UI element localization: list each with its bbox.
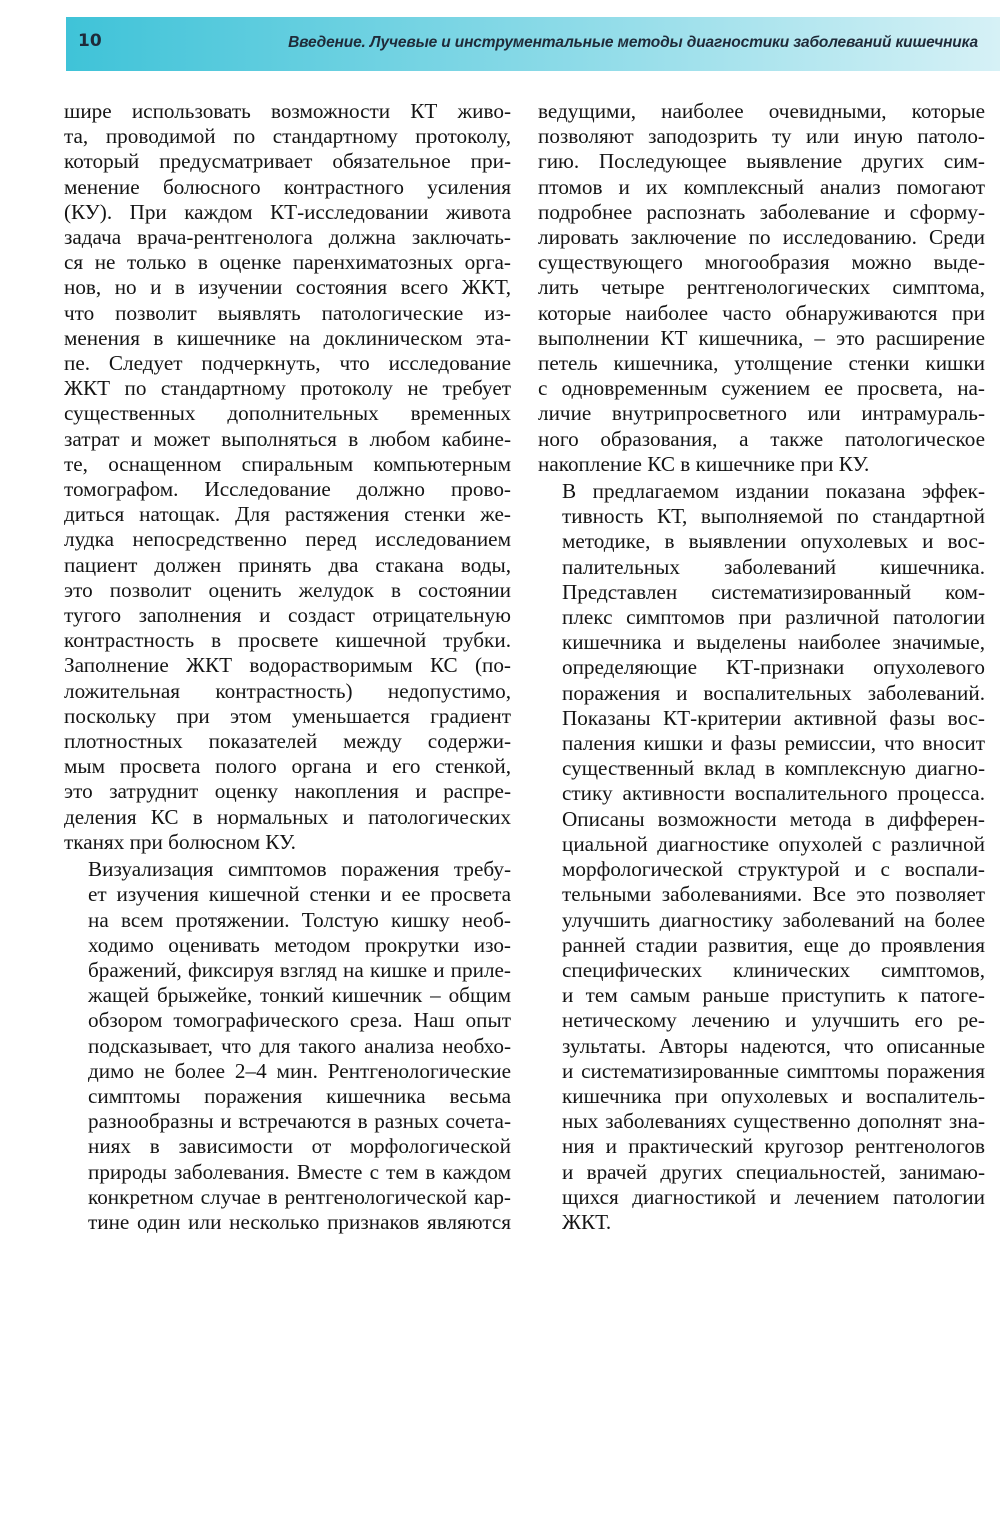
text-line: тивность КТ, выполняемой по стандартной (562, 504, 985, 529)
text-line: кишечника при опухолевых и воспалитель- (562, 1083, 985, 1108)
paragraph-symptoms (538, 99, 985, 477)
text-line: поскольку при этом уменьшается градиент (64, 703, 511, 728)
text-line: мым просвета полого органа и его стенкой, (64, 754, 511, 779)
text-line: лить четыре рентгенологических симптома, (538, 275, 985, 300)
text-line: подсказывает, что для такого анализа необхо- (88, 1033, 511, 1058)
text-line: тканях при болюсном КУ. (64, 829, 296, 854)
text-line: симптомы поражения кишечника весьма (88, 1083, 511, 1108)
text-line: нетическому лечению и улучшить его ре- (562, 1008, 985, 1033)
text-line: щихся диагностикой и лечением патологии (562, 1184, 985, 1209)
text-line: плотностных показателей между содержи- (64, 729, 511, 754)
text-line: пациент должен принять два стакана воды, (64, 552, 511, 577)
text-line: та, проводимой по стандартному протоколу, (64, 124, 511, 149)
text-line: что позволит выявлять патологические из- (64, 300, 511, 325)
text-line: на всем протяжении. Толстую кишку необ- (88, 907, 511, 932)
text-line: задача врача-рентгенолога должна заключать- (64, 225, 511, 250)
text-line: (КУ). При каждом КТ-исследовании живота (64, 199, 511, 224)
paragraph-visualization (64, 857, 511, 1235)
text-line: затрат и может выполняться в любом кабине- (64, 426, 511, 451)
text-line: тугого заполнения и создаст отрицательную (64, 603, 511, 628)
text-line: ся не только в оценке паренхиматозных орга- (64, 250, 511, 275)
text-line: деления КС в нормальных и патологических (64, 804, 511, 829)
text-line: менение болюсного контрастного усиления (64, 174, 511, 199)
text-line: ния и практический кругозор рентгенологов (562, 1134, 985, 1159)
text-line: которые наиболее часто обнаруживаются при (538, 300, 985, 325)
text-line: Представлен систематизированный ком- (562, 579, 985, 604)
text-line: накопление КС в кишечнике при КУ. (538, 451, 870, 476)
text-line: обзором томографического среза. Наш опыт (88, 1008, 511, 1033)
text-line: паления кишки и фазы ремиссии, что вносит (562, 731, 985, 756)
text-line: существенных дополнительных временных (64, 401, 511, 426)
text-line: и врачей других специальностей, занимаю- (562, 1159, 985, 1184)
text-line: улучшить диагностику заболеваний на более (562, 907, 985, 932)
paragraph-edition-summary (538, 479, 985, 1235)
text-line: ЖКТ. (562, 1209, 612, 1234)
text-line: поражения и воспалительных заболеваний. (562, 680, 985, 705)
text-line: выполнении КТ кишечника, – это расширение (538, 325, 985, 350)
text-line: контрастность в просвете кишечной трубки. (64, 628, 511, 653)
text-line: который предусматривает обязательное при- (64, 149, 511, 174)
text-line: пе. Следует подчеркнуть, что исследование (64, 351, 511, 376)
text-line: и систематизированные симптомы поражения (562, 1058, 985, 1083)
text-line: тельными заболеваниями. Все это позволяет (562, 882, 985, 907)
text-line: бражений, фиксируя взгляд на кишке и приле- (88, 957, 511, 982)
text-line: палительных заболеваний кишечника. (562, 554, 985, 579)
text-line: методике, в выявлении опухолевых и вос- (562, 529, 985, 554)
text-line: Визуализация симптомов поражения требу- (88, 857, 511, 882)
right-column (538, 99, 985, 1235)
text-line: нов, но и в изучении состояния всего ЖКТ, (64, 275, 511, 300)
text-line: ниях в зависимости от морфологической (88, 1134, 511, 1159)
text-line: зультаты. Авторы надеются, что описанные (562, 1033, 985, 1058)
text-line: гию. Последующее выявление других сим- (538, 149, 985, 174)
text-line: существующего многообразия можно выде- (538, 250, 985, 275)
text-line: В предлагаемом издании показана эффек- (562, 479, 985, 504)
page-number: 10 (78, 31, 102, 51)
text-line: ЖКТ по стандартному протоколу не требует (64, 376, 511, 401)
text-line: плекс симптомов при различной патологии (562, 605, 985, 630)
text-line: ранней стадии развития, еще до проявления (562, 932, 985, 957)
text-line: Показаны КТ-критерии активной фазы вос- (562, 705, 985, 730)
paragraph-continuation (64, 99, 511, 855)
text-line: морфологической структурой и с воспали- (562, 857, 985, 882)
text-line: это позволит оценить желудок в состоянии (64, 577, 511, 602)
text-line: специфических клинических симптомов, (562, 957, 985, 982)
text-line: подробнее распознать заболевание и сформу- (538, 199, 985, 224)
text-line: ходимо оценивать методом прокрутки изо- (88, 932, 511, 957)
text-line: шире использовать возможности КТ живо- (64, 99, 511, 123)
text-line: томографом. Исследование должно прово- (64, 477, 511, 502)
text-line: диться натощак. Для растяжения стенки же- (64, 502, 511, 527)
text-line: Описаны возможности метода в дифферен- (562, 806, 985, 831)
running-title: Введение. Лучевые и инструментальные методы диагностики заболеваний кишечника (288, 34, 978, 51)
text-line: ет изучения кишечной стенки и ее просвета (88, 882, 511, 907)
text-line: ведущими, наиболее очевидными, которые (538, 99, 985, 123)
text-line: менения в кишечнике на доклиническом эта- (64, 325, 511, 350)
text-line: природы заболевания. Вместе с тем в каждом (88, 1159, 511, 1184)
text-line: кишечника и выделены наиболее значимые, (562, 630, 985, 655)
text-line: Заполнение ЖКТ водорастворимым КС (по- (64, 653, 511, 678)
text-line: и тем самым раньше приступить к патоге- (562, 983, 985, 1008)
text-line: с одновременным сужением ее просвета, на- (538, 376, 985, 401)
text-line: ложительная контрастность) недопустимо, (64, 678, 511, 703)
text-line: тине один или несколько признаков являются (88, 1209, 511, 1234)
text-line: те, оснащенном спиральным компьютерным (64, 451, 511, 476)
text-line: лудка непосредственно перед исследованием (64, 527, 511, 552)
text-line: стику активности воспалительного процесса. (562, 781, 985, 806)
text-line: жащей брыжейке, тонкий кишечник – общим (88, 983, 511, 1008)
text-line: лировать заключение по исследованию. Среди (538, 225, 985, 250)
text-line: это затруднит оценку накопления и распре- (64, 779, 511, 804)
text-line: циальной диагностике опухолей с различной (562, 831, 985, 856)
left-column (64, 99, 511, 1235)
text-line: ного образования, а также патологическое (538, 426, 985, 451)
text-line: определяющие КТ-признаки опухолевого (562, 655, 985, 680)
text-line: личие внутрипросветного или интрамураль- (538, 401, 985, 426)
text-line: птомов и их комплексный анализ помогают (538, 174, 985, 199)
text-line: конкретном случае в рентгенологической кар- (88, 1184, 511, 1209)
text-line: димо не более 2–4 мин. Рентгенологические (88, 1058, 511, 1083)
text-line: ных заболеваниях существенно дополнят зна- (562, 1109, 985, 1134)
text-line: петель кишечника, утолщение стенки кишки (538, 351, 985, 376)
text-line: существенный вклад в комплексную диагно- (562, 756, 985, 781)
text-line: позволяют заподозрить ту или иную патоло- (538, 124, 985, 149)
text-line: разнообразны и встречаются в разных сочета- (88, 1109, 511, 1134)
